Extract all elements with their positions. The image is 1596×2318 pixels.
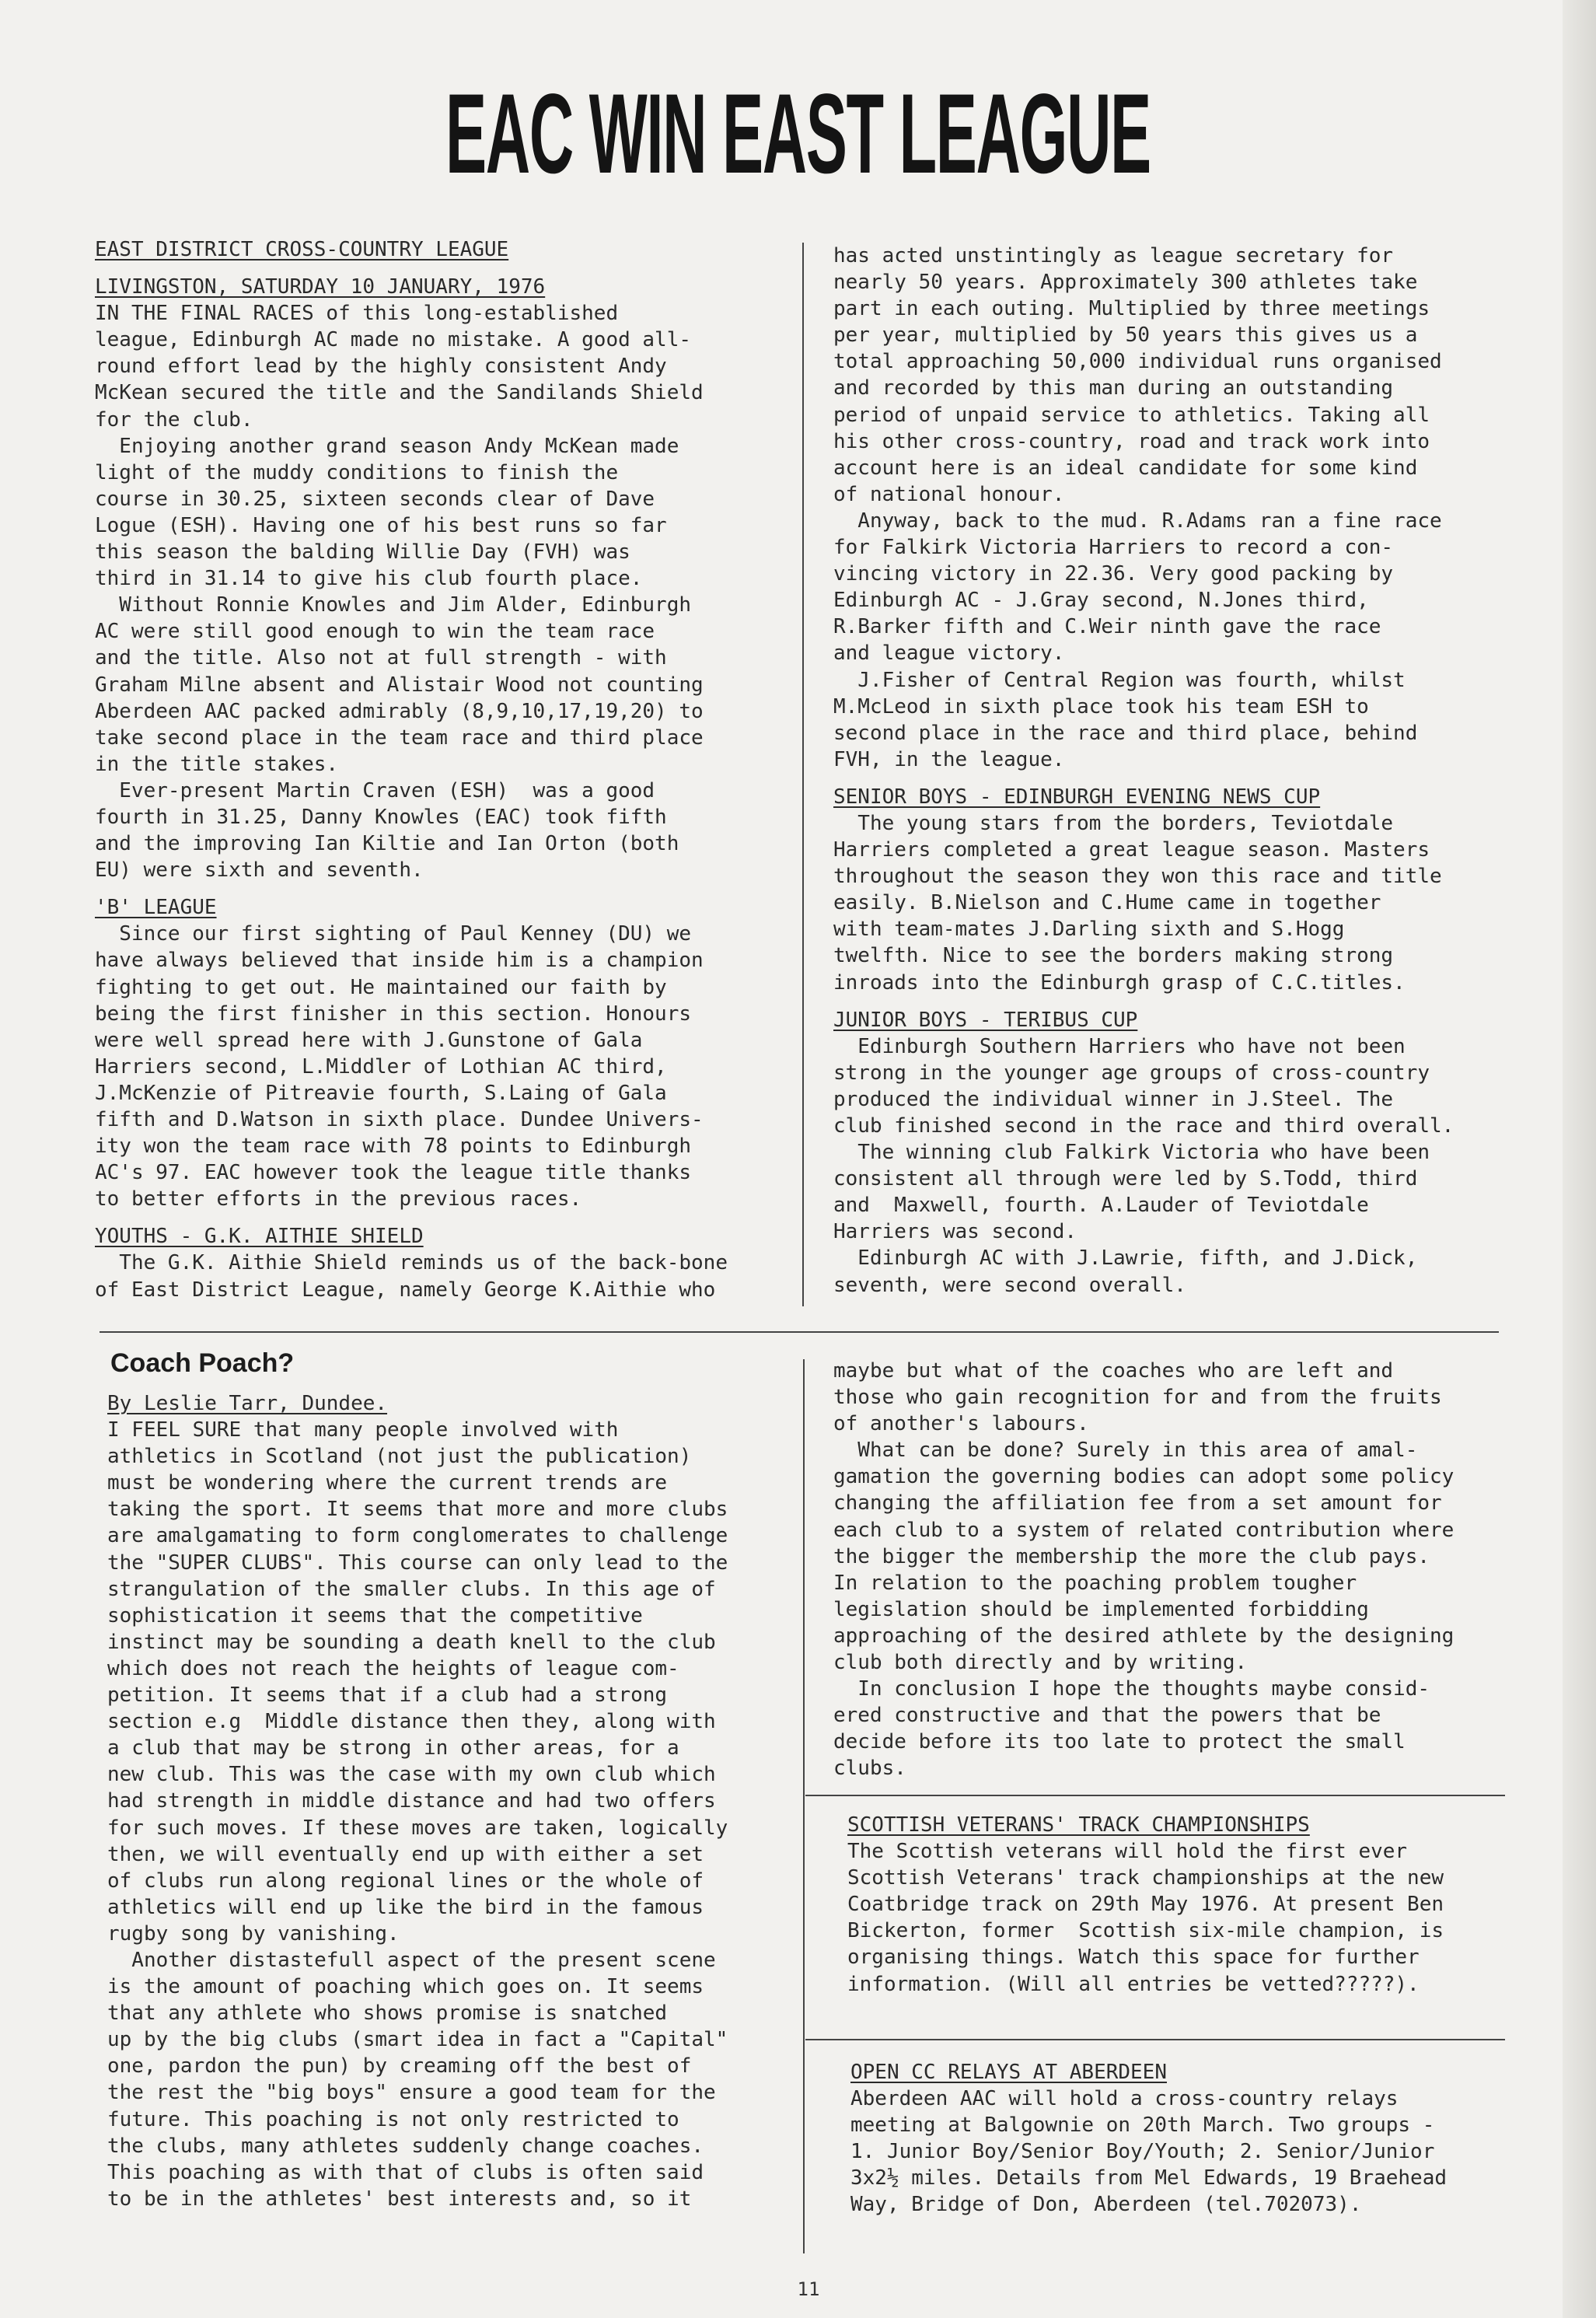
- text-line: per year, multiplied by 50 years this gives us a: [833, 323, 1418, 348]
- text-line: nearly 50 years. Approximately 300 athletes take: [833, 271, 1418, 295]
- text-line: his other cross-country, road and track work into: [833, 429, 1430, 453]
- text-line: consistent all through were led by S.Todd, third: [833, 1167, 1418, 1191]
- text-line: This poaching as with that of clubs is often said: [107, 2160, 704, 2184]
- column-divider: [802, 243, 804, 1306]
- text-line: league, Edinburgh AC made no mistake. A good all-: [95, 328, 692, 352]
- text-line: organising things. Watch this space for further: [847, 1946, 1420, 1970]
- text-line: Logue (ESH). Having one of his best runs so far: [95, 513, 667, 537]
- text-line: The Scottish veterans will hold the first ever: [847, 1840, 1408, 1864]
- text-line: of East District League, namely George K.Aithie who: [95, 1278, 716, 1302]
- text-line: had strength in middle distance and had two offers: [107, 1789, 716, 1813]
- text-line: and Maxwell, fourth. A.Lauder of Teviotdale: [833, 1194, 1369, 1218]
- text-line: the bigger the membership the more the club pays.: [833, 1544, 1430, 1568]
- text-line: round effort lead by the highly consistent Andy: [95, 355, 667, 379]
- text-line: club finished second in the race and third overall.: [833, 1114, 1455, 1138]
- text-line: throughout the season they won this race and title: [833, 865, 1442, 889]
- text-line: being the first finisher in this section. Honours: [95, 1002, 692, 1026]
- text-line: total approaching 50,000 individual runs organised: [833, 350, 1442, 374]
- section-divider: [100, 1331, 1499, 1333]
- text-line: second place in the race and third place, behind: [833, 721, 1418, 745]
- text-line: were well spread here with J.Gunstone of Gala: [95, 1028, 643, 1052]
- text-line: McKean secured the title and the Sandilands Shield: [95, 381, 704, 405]
- page-title: EAC WIN EAST LEAGUE: [445, 70, 1151, 198]
- text-line: In conclusion I hope the thoughts maybe consid-: [833, 1677, 1430, 1701]
- text-line: rugby song by vanishing.: [107, 1921, 400, 1946]
- text-line: J.McKenzie of Pitreavie fourth, S.Laing of Gala: [95, 1081, 667, 1105]
- text-line: 1. Junior Boy/Senior Boy/Youth; 2. Senior/Junior: [850, 2140, 1435, 2164]
- text-line: is the amount of poaching which goes on. It seems: [107, 1975, 704, 1999]
- text-line: are amalgamating to form conglomerates to challenge: [107, 1524, 728, 1548]
- league-article-column-1: [95, 236, 728, 1303]
- text-line: those who gain recognition for and from the fruits: [833, 1386, 1442, 1410]
- coach-poach-title: Coach Poach?: [110, 1348, 295, 1378]
- text-line: seventh, were second overall.: [833, 1273, 1186, 1297]
- text-line: In relation to the poaching problem tougher: [833, 1571, 1357, 1595]
- text-line: Harriers second, L.Middler of Lothian AC third,: [95, 1054, 667, 1079]
- text-line: Edinburgh Southern Harriers who have not been: [833, 1034, 1406, 1058]
- text-line: Harriers was second.: [833, 1220, 1077, 1244]
- text-line: take second place in the team race and third place: [95, 725, 704, 750]
- text-line: twelfth. Nice to see the borders making strong: [833, 944, 1394, 968]
- text-line: information. (Will all entries be vetted?????).: [847, 1972, 1420, 1996]
- text-line: part in each outing. Multiplied by three meetings: [833, 297, 1430, 321]
- text-line: this season the balding Willie Day (FVH) was: [95, 540, 630, 565]
- text-line: EU) were sixth and seventh.: [95, 858, 424, 883]
- text-line: for such moves. If these moves are taken, logically: [107, 1816, 728, 1840]
- text-line: inroads into the Edinburgh grasp of C.C.titles.: [833, 970, 1406, 995]
- text-line: The winning club Falkirk Victoria who have been: [833, 1141, 1430, 1165]
- coach-article-column-1: [107, 1390, 728, 2212]
- text-line: course in 30.25, sixteen seconds clear of Dave: [95, 487, 655, 511]
- text-line: fifth and D.Watson in sixth place. Dundee Univers-: [95, 1108, 704, 1131]
- text-line: maybe but what of the coaches who are left and: [833, 1359, 1394, 1383]
- text-line: gamation the governing bodies can adopt some policy: [833, 1465, 1455, 1489]
- text-line: in the title stakes.: [95, 752, 339, 776]
- text-line: and recorded by this man during an outstanding: [833, 376, 1394, 400]
- text-line: then, we will eventually end up with either a set: [107, 1842, 704, 1866]
- text-line: fourth in 31.25, Danny Knowles (EAC) took fifth: [95, 805, 667, 829]
- text-line: Edinburgh AC with J.Lawrie, fifth, and J.Dick,: [833, 1246, 1418, 1271]
- text-line: 3x2½ miles. Details from Mel Edwards, 19 Braehead: [850, 2166, 1448, 2190]
- text-line: ity won the team race with 78 points to Edinburgh: [95, 1135, 692, 1159]
- text-line: athletics in Scotland (not just the publication): [107, 1445, 692, 1469]
- text-line: Ever-present Martin Craven (ESH) was a good: [95, 778, 655, 802]
- relays-divider: [805, 2039, 1505, 2040]
- text-line: and the improving Ian Kiltie and Ian Orton (both: [95, 832, 679, 856]
- text-line: of another's labours.: [833, 1412, 1089, 1436]
- page-edge: [1563, 0, 1596, 2318]
- heading-spacer: [95, 883, 728, 894]
- text-line: the rest the "big boys" ensure a good team for the: [107, 2081, 716, 2105]
- text-line: ered constructive and that the powers that be: [833, 1704, 1381, 1728]
- text-line: approaching of the desired athlete by the designing: [833, 1624, 1455, 1648]
- veterans-notice: [847, 1812, 1444, 1998]
- text-line: Bickerton, former Scottish six-mile champion, is: [847, 1919, 1444, 1943]
- text-line: instinct may be sounding a death knell to the club: [107, 1630, 716, 1654]
- text-line: sophistication it seems that the competitive: [107, 1603, 643, 1627]
- section-heading: By Leslie Tarr, Dundee.: [107, 1392, 388, 1415]
- text-line: easily. B.Nielson and C.Hume came in together: [833, 891, 1381, 915]
- section-heading: SCOTTISH VETERANS' TRACK CHAMPIONSHIPS: [847, 1813, 1310, 1837]
- text-line: taking the sport. It seems that more and more clubs: [107, 1498, 728, 1522]
- text-line: decide before its too late to protect the small: [833, 1730, 1406, 1754]
- text-line: account here is an ideal candidate for some kind: [833, 456, 1418, 480]
- heading-spacer: [833, 773, 1454, 784]
- text-line: to be in the athletes' best interests and, so it: [107, 2187, 692, 2211]
- text-line: AC were still good enough to win the team race: [95, 620, 655, 644]
- text-line: have always believed that inside him is a champion: [95, 949, 704, 973]
- text-line: produced the individual winner in J.Steel. The: [833, 1087, 1394, 1111]
- text-line: R.Barker fifth and C.Weir ninth gave the race: [833, 615, 1381, 639]
- text-line: J.Fisher of Central Region was fourth, whilst: [833, 668, 1406, 692]
- column-divider-lower: [803, 1359, 805, 2253]
- text-line: The G.K. Aithie Shield reminds us of the back-bone: [95, 1251, 728, 1275]
- text-line: has acted unstintingly as league secretary for: [833, 244, 1394, 267]
- text-line: strangulation of the smaller clubs. In this age of: [107, 1577, 716, 1601]
- league-article-column-2: [833, 243, 1454, 1299]
- text-line: the "SUPER CLUBS". This course can only lead to the: [107, 1551, 728, 1575]
- text-line: Since our first sighting of Paul Kenney (DU) we: [95, 922, 692, 946]
- text-line: IN THE FINAL RACES of this long-established: [95, 302, 619, 326]
- text-line: Way, Bridge of Don, Aberdeen (tel.702073).: [850, 2193, 1362, 2217]
- text-line: Coatbridge track on 29th May 1976. At present Ben: [847, 1893, 1444, 1917]
- text-line: a club that may be strong in other areas, for a: [107, 1736, 679, 1760]
- text-line: new club. This was the case with my own club which: [107, 1763, 716, 1787]
- text-line: up by the big clubs (smart idea in fact a "Capital": [107, 2028, 728, 2052]
- text-line: of national honour.: [833, 482, 1065, 506]
- text-line: The young stars from the borders, Teviotdale: [833, 811, 1394, 835]
- text-line: Graham Milne absent and Alistair Wood not counting: [95, 673, 704, 697]
- text-line: What can be done? Surely in this area of amal-: [833, 1439, 1418, 1463]
- section-heading: EAST DISTRICT CROSS-COUNTRY LEAGUE: [95, 238, 509, 261]
- text-line: fighting to get out. He maintained our faith by: [95, 975, 667, 999]
- text-line: FVH, in the league.: [833, 747, 1065, 771]
- section-heading: YOUTHS - G.K. AITHIE SHIELD: [95, 1225, 424, 1249]
- text-line: future. This poaching is not only restricted to: [107, 2107, 679, 2131]
- text-line: section e.g Middle distance then they, along with: [107, 1710, 716, 1734]
- text-line: M.McLeod in sixth place took his team ESH to: [833, 694, 1369, 718]
- text-line: which does not reach the heights of league com-: [107, 1656, 679, 1680]
- text-line: club both directly and by writing.: [833, 1651, 1248, 1675]
- text-line: I FEEL SURE that many people involved with: [107, 1418, 619, 1442]
- text-line: of clubs run along regional lines or the whole of: [107, 1869, 704, 1893]
- section-heading: 'B' LEAGUE: [95, 896, 217, 920]
- text-line: Another distastefull aspect of the present scene: [107, 1948, 716, 1972]
- heading-spacer: [95, 1212, 728, 1223]
- text-line: Scottish Veterans' track championships at the new: [847, 1866, 1444, 1890]
- section-heading: LIVINGSTON, SATURDAY 10 JANUARY, 1976: [95, 275, 546, 299]
- section-heading: OPEN CC RELAYS AT ABERDEEN: [850, 2061, 1167, 2084]
- section-heading: SENIOR BOYS - EDINBURGH EVENING NEWS CUP: [833, 785, 1321, 809]
- section-heading: JUNIOR BOYS - TERIBUS CUP: [833, 1008, 1138, 1032]
- page-number: 11: [797, 2278, 820, 2300]
- text-line: and league victory.: [833, 642, 1065, 666]
- text-line: each club to a system of related contribution where: [833, 1518, 1455, 1542]
- text-line: for the club.: [95, 407, 253, 432]
- text-line: to better efforts in the previous races.: [95, 1187, 582, 1211]
- text-line: Enjoying another grand season Andy McKean made: [95, 434, 679, 458]
- text-line: Without Ronnie Knowles and Jim Alder, Edinburgh: [95, 593, 692, 617]
- text-line: Anyway, back to the mud. R.Adams ran a fine race: [833, 509, 1442, 533]
- text-line: Edinburgh AC - J.Gray second, N.Jones third,: [833, 589, 1369, 613]
- coach-article-column-2: [833, 1358, 1454, 1782]
- text-line: that any athlete who shows promise is snatched: [107, 2002, 668, 2026]
- text-line: Harriers completed a great league season. Masters: [833, 838, 1430, 862]
- text-line: third in 31.14 to give his club fourth place.: [95, 567, 643, 591]
- text-line: Aberdeen AAC packed admirably (8,9,10,17,19,20) to: [95, 699, 704, 723]
- text-line: must be wondering where the current trends are: [107, 1471, 668, 1495]
- text-line: the clubs, many athletes suddenly change coaches.: [107, 2134, 704, 2158]
- text-line: legislation should be implemented forbidding: [833, 1597, 1369, 1621]
- text-line: changing the affiliation fee from a set amount for: [833, 1491, 1442, 1516]
- text-line: for Falkirk Victoria Harriers to record a con-: [833, 536, 1394, 560]
- text-line: with team-mates J.Darling sixth and S.Hogg: [833, 918, 1345, 942]
- text-line: period of unpaid service to athletics. Taking all: [833, 403, 1430, 427]
- text-line: meeting at Balgownie on 20th March. Two groups -: [850, 2113, 1435, 2138]
- heading-spacer: [95, 263, 728, 274]
- text-line: athletics will end up like the bird in the famous: [107, 1895, 704, 1919]
- text-line: petition. It seems that if a club had a strong: [107, 1683, 668, 1708]
- text-line: AC's 97. EAC however took the league title thanks: [95, 1161, 692, 1185]
- text-line: strong in the younger age groups of cross-country: [833, 1061, 1430, 1085]
- text-line: one, pardon the pun) by creaming off the best of: [107, 2054, 692, 2079]
- relays-notice: [850, 2059, 1447, 2218]
- text-line: Aberdeen AAC will hold a cross-country relays: [850, 2087, 1399, 2111]
- text-line: clubs.: [833, 1757, 906, 1781]
- veterans-divider: [805, 1795, 1505, 1796]
- text-line: light of the muddy conditions to finish the: [95, 460, 619, 484]
- text-line: vincing victory in 22.36. Very good packing by: [833, 562, 1394, 586]
- heading-spacer: [833, 996, 1454, 1007]
- text-line: and the title. Also not at full strength - with: [95, 646, 667, 670]
